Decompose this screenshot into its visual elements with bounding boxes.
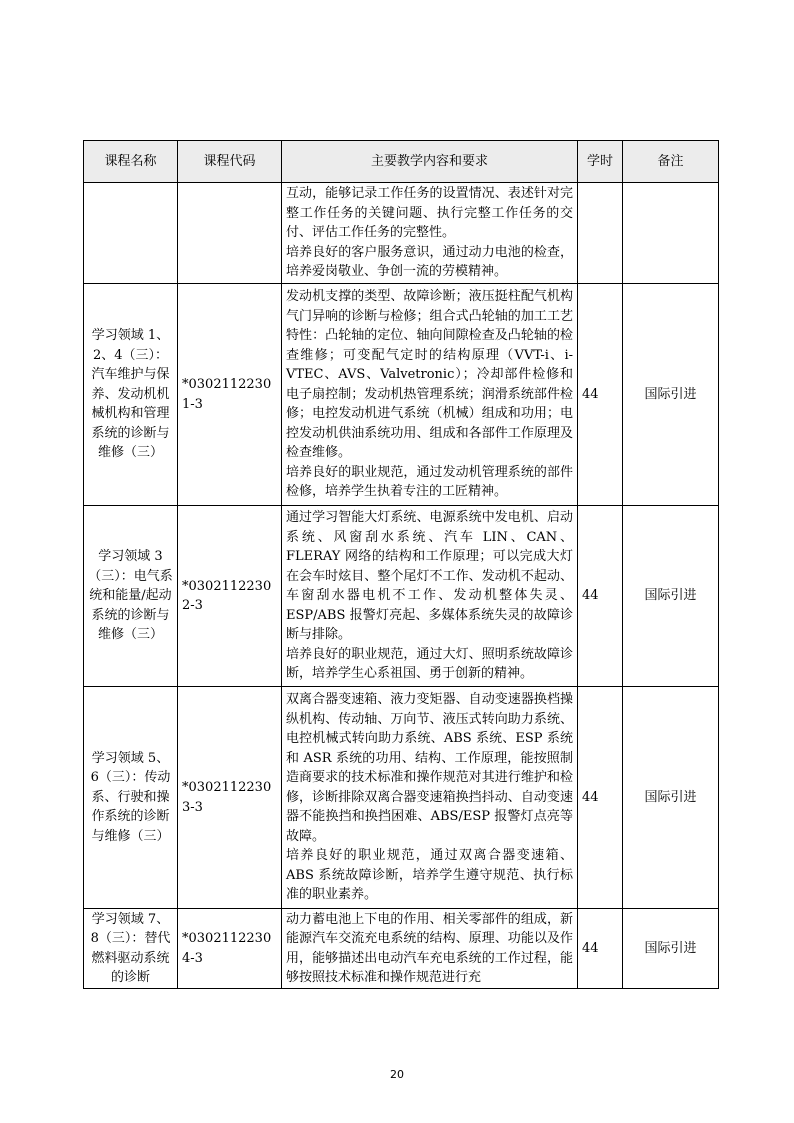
course-hours-cell: 44 (578, 687, 623, 909)
course-name-cell: 学习领域 7、8（三）：替代燃料驱动系统的诊断 (84, 909, 178, 989)
header-content: 主要教学内容和要求 (282, 141, 578, 183)
course-name-cell: 学习领域 5、6（三）：传动系、行驶和操作系统的诊断与维修（三） (84, 687, 178, 909)
content-paragraph: 培养良好的职业规范，通过发动机管理系统的部件检修，培养学生执着专注的工匠精神。 (286, 464, 573, 500)
table-row (84, 909, 719, 989)
header-note: 备注 (623, 141, 719, 183)
content-paragraph: 培养良好的客户服务意识，通过动力电池的检查，培养爱岗敬业、争创一流的劳模精神。 (286, 244, 573, 280)
content-paragraph: 培养良好的职业规范，通过大灯、照明系统故障诊断，培养学生心系祖国、勇于创新的精神。 (286, 646, 573, 682)
content-paragraph: 动力蓄电池上下电的作用、相关零部件的组成，新能源汽车交流充电系统的结构、原理、功能以及作用，能够描述出电动汽车充电系统的工作过程，能够按照技术标准和操作规范进行充 (286, 911, 573, 985)
course-code-cell: *03021122304-3 (178, 909, 282, 989)
course-content-cell (282, 506, 578, 687)
course-content-cell (282, 183, 578, 284)
course-content-cell (282, 909, 578, 989)
course-content-cell (282, 687, 578, 909)
course-content-cell (282, 284, 578, 506)
content-paragraph: 双离合器变速箱、液力变矩器、自动变速器换档操纵机构、传动轴、万向节、液压式转向助力系统、电控机械式转向助力系统、ABS 系统、ESP 系统和 ASR 系统的功用、结构、工作原理，能按照制造商要求的技术标准和操作规范对其进行维护和检修，诊断排除双离合器变速箱换挡抖动、自动变速器不能换挡和换挡困难、ABS/ESP 报警灯点亮等故障。 (286, 692, 573, 844)
header-hours: 学时 (578, 141, 623, 183)
table-row (84, 506, 719, 687)
course-code-cell: *03021122303-3 (178, 687, 282, 909)
content-paragraph: 通过学习智能大灯系统、电源系统中发电机、启动系统、风窗刮水系统、汽车 LIN、CAN、FLERAY 网络的结构和工作原理；可以完成大灯在会车时炫目、整个尾灯不工作、发动机不起动、车窗刮水器电机不工作、发动机整体失灵、ESP/ABS 报警灯亮起、多媒体系统失灵的故障诊断与排除。 (286, 510, 573, 643)
table-header-row (84, 141, 719, 183)
course-hours-cell: 44 (578, 909, 623, 989)
table-row (84, 284, 719, 506)
course-hours-cell: 44 (578, 506, 623, 687)
course-code-cell (178, 183, 282, 284)
course-hours-cell: 44 (578, 284, 623, 506)
course-note-cell: 国际引进 (623, 284, 719, 506)
header-course-code: 课程代码 (178, 141, 282, 183)
content-paragraph: 培养良好的职业规范，通过双离合器变速箱、ABS 系统故障诊断，培养学生遵守规范、执行标准的职业素养。 (286, 848, 573, 903)
course-code-cell: *03021122301-3 (178, 284, 282, 506)
content-paragraph: 发动机支撑的类型、故障诊断；液压挺柱配气机构气门异响的诊断与检修；组合式凸轮轴的加工工艺特性：凸轮轴的定位、轴向间隙检查及凸轮轴的检查维修；可变配气定时的结构原理（VVT-i、i-VTEC、AVS、Valvetronic）；冷却部件检修和电子扇控制；发动机热管理系统；润滑系统部件检修；电控发动机进气系统（机械）组成和功用；电控发动机供油系统功用、组成和各部件工作原理及检查维修。 (286, 289, 573, 461)
table-row (84, 687, 719, 909)
course-note-cell: 国际引进 (623, 506, 719, 687)
course-table (83, 140, 719, 989)
content-paragraph: 互动，能够记录工作任务的设置情况、表述针对完整工作任务的关键问题、执行完整工作任务的交付、评估工作任务的完整性。 (286, 186, 573, 241)
course-code-cell: *03021122302-3 (178, 506, 282, 687)
course-name-cell: 学习领域 1、2、4（三）：汽车维护与保养、发动机机械机构和管理系统的诊断与维修（三） (84, 284, 178, 506)
table-row (84, 183, 719, 284)
course-name-cell: 学习领域 3（三）：电气系统和能量/起动系统的诊断与维修（三） (84, 506, 178, 687)
page-number: 20 (390, 1068, 404, 1081)
course-note-cell (623, 183, 719, 284)
course-note-cell: 国际引进 (623, 687, 719, 909)
course-note-cell: 国际引进 (623, 909, 719, 989)
course-hours-cell (578, 183, 623, 284)
header-course-name: 课程名称 (84, 141, 178, 183)
course-name-cell (84, 183, 178, 284)
